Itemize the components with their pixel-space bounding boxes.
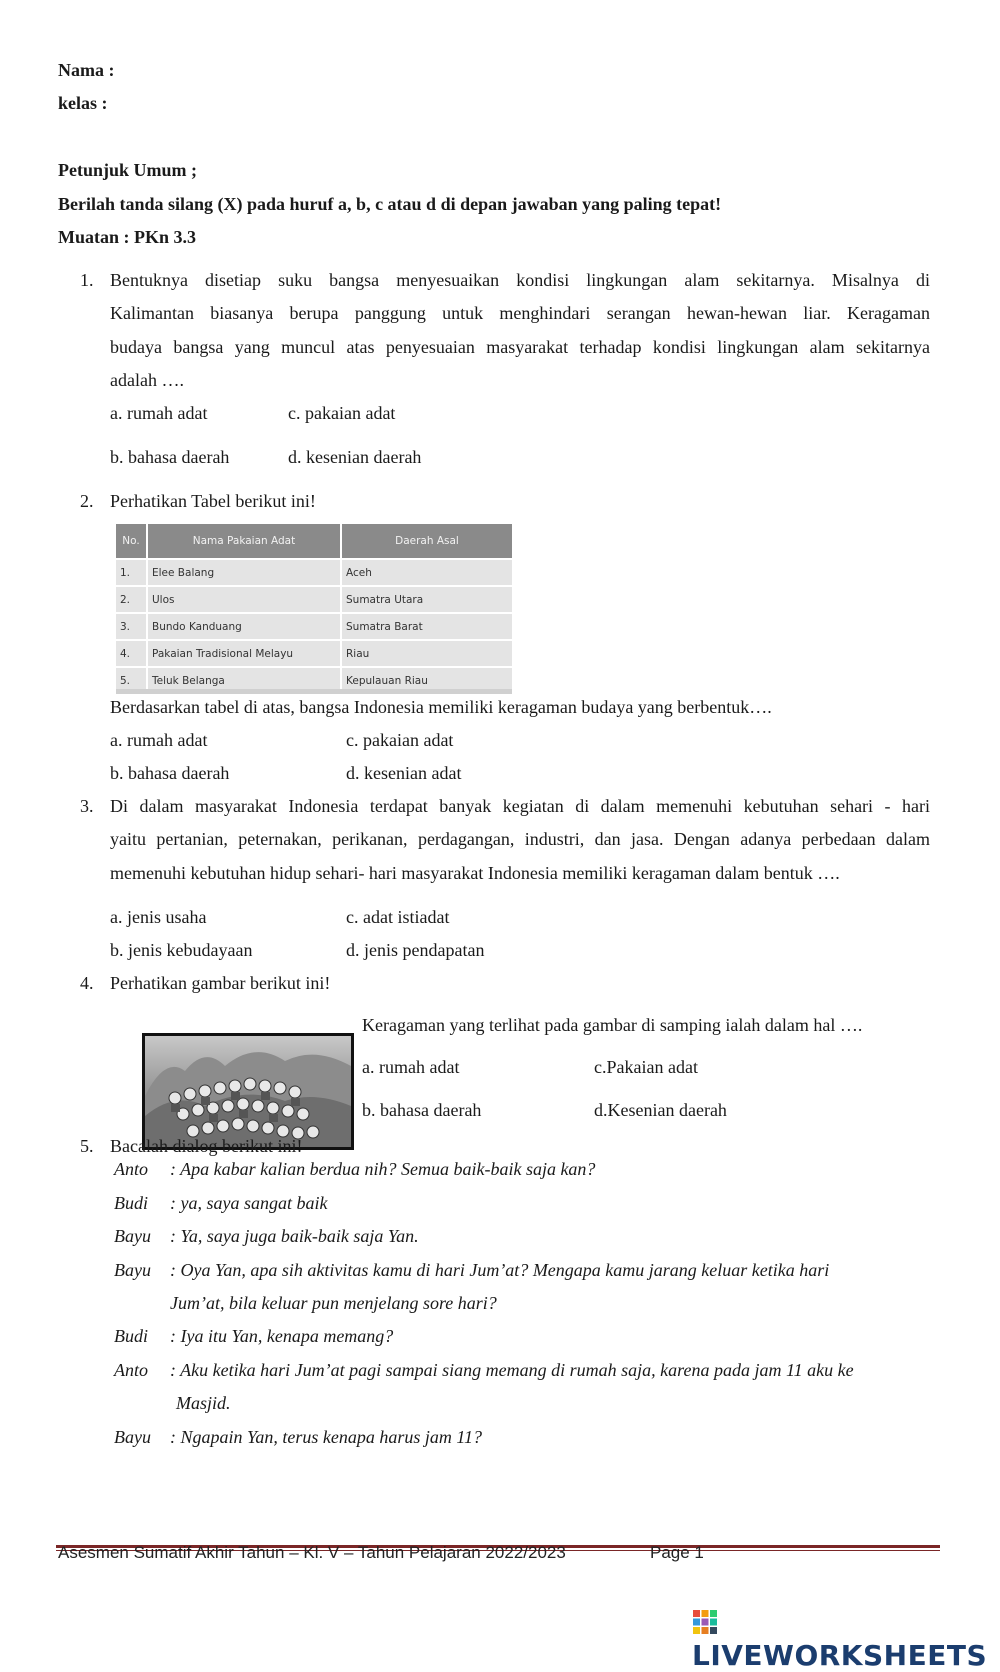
q4-prompt: Perhatikan gambar berikut ini! [110, 973, 331, 993]
instructions-title: Petunjuk Umum ; [58, 160, 198, 180]
table-row [116, 586, 512, 613]
q3-option-b[interactable]: b. jenis kebudayaan [110, 940, 253, 960]
dialog-line-continued: Jum’at, bila keluar pun menjelang sore hari? [170, 1293, 497, 1313]
q4-number: 4. [80, 973, 94, 993]
table-header-nama: Nama Pakaian Adat [147, 524, 341, 559]
table-cell: Sumatra Barat [341, 613, 512, 640]
dialog-line: : Ya, saya juga baik-baik saja Yan. [170, 1226, 419, 1246]
q4-option-c[interactable]: c.Pakaian adat [594, 1057, 698, 1077]
page-number: Page 1 [650, 1543, 704, 1562]
dialog-speaker: Bayu [114, 1226, 151, 1246]
dialog-line: : Iya itu Yan, kenapa memang? [170, 1326, 394, 1346]
q3-line1: Di dalam masyarakat Indonesia terdapat banyak kegiatan di dalam memenuhi kebutuhan sehari - hari [110, 796, 930, 816]
dialog-speaker: Anto [114, 1159, 148, 1179]
liveworksheets-brand[interactable] [692, 1606, 1000, 1672]
table-cell: Riau [341, 640, 512, 667]
brand-name: LIVEWORKSHEETS [692, 1639, 988, 1672]
dialog-line: : Aku ketika hari Jum’at pagi sampai siang memang di rumah saja, karena pada jam 11 aku ke [170, 1360, 854, 1380]
table-row [116, 559, 512, 586]
table-cell: Kepulauan Riau [341, 667, 512, 693]
table-header-no: No. [116, 524, 147, 559]
table-cell: 2. [116, 586, 147, 613]
nama-label: Nama : [58, 60, 115, 80]
q1-option-d[interactable]: d. kesenian daerah [288, 447, 422, 467]
table-row [116, 640, 512, 667]
q3-line3: memenuhi kebutuhan hidup sehari- hari masyarakat Indonesia memiliki keragaman dalam bentuk …. [110, 863, 840, 883]
footer-text: Asesmen Sumatif Akhir Tahun – Kl. V – Tahun Pelajaran 2022/2023 [58, 1543, 566, 1562]
q1-option-a[interactable]: a. rumah adat [110, 403, 208, 423]
q1-line2: Kalimantan biasanya berupa panggung untuk menghindari serangan hewan-hewan liar. Keragaman [110, 303, 930, 323]
dialog-line: : Ngapain Yan, terus kenapa harus jam 11? [170, 1427, 483, 1447]
q1-number: 1. [80, 270, 94, 290]
q4-option-a[interactable]: a. rumah adat [362, 1057, 460, 1077]
table-cell: 1. [116, 559, 147, 586]
table-cell: Pakaian Tradisional Melayu [147, 640, 341, 667]
q2-option-a[interactable]: a. rumah adat [110, 730, 208, 750]
q3-number: 3. [80, 796, 94, 816]
pakaian-adat-table [116, 524, 512, 693]
q2-prompt: Perhatikan Tabel berikut ini! [110, 491, 316, 511]
table-row [116, 613, 512, 640]
dialog-line: : Apa kabar kalian berdua nih? Semua baik-baik saja kan? [170, 1159, 596, 1179]
q2-option-c[interactable]: c. pakaian adat [346, 730, 454, 750]
table-cell: Aceh [341, 559, 512, 586]
q4-option-b[interactable]: b. bahasa daerah [362, 1100, 482, 1120]
dialog-speaker: Anto [114, 1360, 148, 1380]
q1-option-b[interactable]: b. bahasa daerah [110, 447, 230, 467]
dialog-speaker: Budi [114, 1193, 148, 1213]
dialog-speaker: Budi [114, 1326, 148, 1346]
q2-option-b[interactable]: b. bahasa daerah [110, 763, 230, 783]
table-cell: Bundo Kanduang [147, 613, 341, 640]
table-cell: Elee Balang [147, 559, 341, 586]
q3-option-d[interactable]: d. jenis pendapatan [346, 940, 485, 960]
table-bottom-rule [116, 689, 512, 694]
table-cell: 4. [116, 640, 147, 667]
dialog-speaker: Bayu [114, 1260, 151, 1280]
q3-option-c[interactable]: c. adat istiadat [346, 907, 450, 927]
table-cell: Ulos [147, 586, 341, 613]
q1-line1: Bentuknya disetiap suku bangsa menyesuaikan kondisi lingkungan alam sekitarnya. Misalnya di [110, 270, 930, 290]
q4-question: Keragaman yang terlihat pada gambar di samping ialah dalam hal …. [362, 1015, 863, 1035]
instructions-text: Berilah tanda silang (X) pada huruf a, b, c atau d di depan jawaban yang paling tepat! [58, 194, 722, 214]
q3-option-a[interactable]: a. jenis usaha [110, 907, 207, 927]
q4-option-d[interactable]: d.Kesenian daerah [594, 1100, 727, 1120]
q2-number: 2. [80, 491, 94, 511]
q3-line2: yaitu pertanian, peternakan, perikanan, perdagangan, industri, dan jasa. Dengan adanya perbedaan dalam [110, 829, 930, 849]
q5-prompt: Bacalah dialog berikut ini! [110, 1136, 303, 1156]
dialog-speaker: Bayu [114, 1427, 151, 1447]
q1-line4: adalah …. [110, 370, 184, 390]
q1-option-c[interactable]: c. pakaian adat [288, 403, 396, 423]
q1-line3: budaya bangsa yang muncul atas penyesuaian masyarakat terhadap kondisi lingkungan alam sekitarnya [110, 337, 930, 357]
q2-option-d[interactable]: d. kesenian adat [346, 763, 462, 783]
table-cell: 3. [116, 613, 147, 640]
table-header-daerah: Daerah Asal [341, 524, 512, 559]
muatan-label: Muatan : PKn 3.3 [58, 227, 197, 247]
table-cell: Sumatra Utara [341, 586, 512, 613]
q5-number: 5. [80, 1136, 94, 1156]
table-cell: 5. [116, 667, 147, 693]
kelas-label: kelas : [58, 93, 108, 113]
crowd-image [142, 1033, 354, 1150]
crowd-illustration [145, 1036, 351, 1147]
dialog-line: : Oya Yan, apa sih aktivitas kamu di hari Jum’at? Mengapa kamu jarang keluar ketika hari [170, 1260, 830, 1280]
q2-question: Berdasarkan tabel di atas, bangsa Indonesia memiliki keragaman budaya yang berbentuk…. [110, 697, 772, 717]
dialog-line-continued: Masjid. [176, 1393, 231, 1413]
liveworksheets-logo-icon [692, 1609, 718, 1635]
table-cell: Teluk Belanga [147, 667, 341, 693]
dialog-line: : ya, saya sangat baik [170, 1193, 328, 1213]
